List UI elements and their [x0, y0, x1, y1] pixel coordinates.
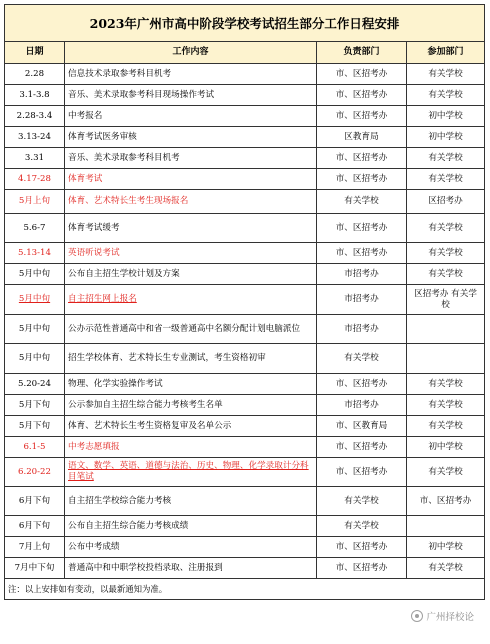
date-cell: 3.1-3.8 — [5, 85, 65, 106]
participants-cell — [407, 344, 485, 374]
dept-cell: 市、区招考办 — [317, 85, 407, 106]
header-participants: 参加部门 — [407, 42, 485, 64]
date-cell: 2.28-3.4 — [5, 106, 65, 127]
table-row — [5, 64, 485, 85]
table-row — [5, 395, 485, 416]
date-text: 5月中旬 — [18, 294, 51, 304]
table-row — [5, 558, 485, 579]
table-row — [5, 374, 485, 395]
date-cell: 3.31 — [5, 148, 65, 169]
dept-cell: 市、区招考办 — [317, 437, 407, 458]
dept-cell: 市、区教育局 — [317, 416, 407, 437]
date-cell: 5.6-7 — [5, 214, 65, 243]
participants-cell: 初中学校 — [407, 106, 485, 127]
participants-cell: 有关学校 — [407, 243, 485, 264]
content-cell: 音乐、美术录取参考科目现场操作考试 — [65, 85, 317, 106]
content-cell: 信息技术录取参考科目机考 — [65, 64, 317, 85]
schedule-table — [4, 4, 485, 600]
content-cell: 普通高中和中职学校投档录取、注册报到 — [65, 558, 317, 579]
content-cell: 体育、艺术特长生考生资格复审及名单公示 — [65, 416, 317, 437]
date-cell: 6.1-5 — [5, 437, 65, 458]
table-row — [5, 458, 485, 487]
content-cell: 音乐、美术录取参考科目机考 — [65, 148, 317, 169]
footnote: 注：以上安排如有变动，以最新通知为准。 — [5, 579, 485, 600]
table-row — [5, 106, 485, 127]
dept-cell: 有关学校 — [317, 516, 407, 537]
content-cell: 体育考试医务审核 — [65, 127, 317, 148]
content-cell: 英语听说考试 — [65, 243, 317, 264]
participants-cell: 有关学校 — [407, 458, 485, 487]
content-cell: 公办示范性普通高中和省一级普通高中名额分配计划电脑派位 — [65, 315, 317, 344]
date-cell: 5月中旬 — [5, 344, 65, 374]
participants-cell: 初中学校 — [407, 537, 485, 558]
table-row — [5, 285, 485, 315]
dept-cell: 有关学校 — [317, 487, 407, 516]
schedule-document — [4, 4, 484, 600]
content-cell: 公布中考成绩 — [65, 537, 317, 558]
date-cell: 5.20-24 — [5, 374, 65, 395]
participants-cell: 有关学校 — [407, 64, 485, 85]
date-cell: 5月上旬 — [5, 190, 65, 214]
participants-cell: 市、区招考办 — [407, 487, 485, 516]
dept-cell: 市、区招考办 — [317, 558, 407, 579]
dept-cell: 市、区招考办 — [317, 243, 407, 264]
participants-cell: 初中学校 — [407, 437, 485, 458]
dept-cell: 市、区招考办 — [317, 64, 407, 85]
dept-cell: 市、区招考办 — [317, 458, 407, 487]
date-cell: 6月下旬 — [5, 516, 65, 537]
table-row — [5, 416, 485, 437]
table-row — [5, 214, 485, 243]
dept-cell: 市招考办 — [317, 264, 407, 285]
dept-cell: 市招考办 — [317, 285, 407, 315]
participants-cell: 有关学校 — [407, 374, 485, 395]
participants-cell — [407, 315, 485, 344]
content-cell: 自主招生学校综合能力考核 — [65, 487, 317, 516]
table-row — [5, 169, 485, 190]
dept-cell: 有关学校 — [317, 344, 407, 374]
content-cell: 体育、艺术特长生考生现场报名 — [65, 190, 317, 214]
date-cell: 5月中旬 — [5, 264, 65, 285]
table-row — [5, 243, 485, 264]
date-cell — [5, 285, 65, 315]
watermark-text: 广州择校论 — [426, 612, 474, 623]
dept-cell: 市、区招考办 — [317, 214, 407, 243]
table-row — [5, 264, 485, 285]
date-cell: 6月下旬 — [5, 487, 65, 516]
content-cell — [65, 458, 317, 487]
content-cell: 招生学校体育、艺术特长生专业测试，考生资格初审 — [65, 344, 317, 374]
wechat-logo-icon — [411, 610, 423, 622]
dept-cell: 市、区招考办 — [317, 537, 407, 558]
date-cell: 4.17-28 — [5, 169, 65, 190]
dept-cell: 市招考办 — [317, 395, 407, 416]
content-text: 语文、数学、英语、道德与法治、历史、物理、化学录取计分科目笔试 — [68, 461, 309, 482]
content-cell — [65, 285, 317, 315]
date-cell: 7月中下旬 — [5, 558, 65, 579]
content-text: 自主招生网上报名 — [68, 294, 137, 304]
table-row — [5, 85, 485, 106]
participants-cell: 有关学校 — [407, 169, 485, 190]
participants-cell: 有关学校 — [407, 416, 485, 437]
content-cell: 体育考试 — [65, 169, 317, 190]
participants-cell: 有关学校 — [407, 558, 485, 579]
content-cell: 中考志愿填报 — [65, 437, 317, 458]
table-row — [5, 127, 485, 148]
content-cell: 物理、化学实验操作考试 — [65, 374, 317, 395]
table-row — [5, 487, 485, 516]
content-cell: 体育考试缓考 — [65, 214, 317, 243]
table-row — [5, 344, 485, 374]
header-dept: 负责部门 — [317, 42, 407, 64]
header-content: 工作内容 — [65, 42, 317, 64]
page-title: 2023年广州市高中阶段学校考试招生部分工作日程安排 — [5, 5, 485, 42]
participants-cell: 区招考办 — [407, 190, 485, 214]
watermark — [411, 609, 474, 623]
date-cell: 3.13-24 — [5, 127, 65, 148]
content-cell: 中考报名 — [65, 106, 317, 127]
dept-cell: 区教育局 — [317, 127, 407, 148]
participants-cell: 有关学校 — [407, 85, 485, 106]
date-cell: 6.20-22 — [5, 458, 65, 487]
date-cell: 5月中旬 — [5, 315, 65, 344]
header-date: 日期 — [5, 42, 65, 64]
table-row — [5, 537, 485, 558]
participants-cell: 区招考办 有关学校 — [407, 285, 485, 315]
date-cell: 5月下旬 — [5, 395, 65, 416]
participants-cell: 有关学校 — [407, 214, 485, 243]
content-cell: 公布自主招生学校计划及方案 — [65, 264, 317, 285]
dept-cell: 市招考办 — [317, 315, 407, 344]
dept-cell: 市、区招考办 — [317, 148, 407, 169]
dept-cell: 市、区招考办 — [317, 169, 407, 190]
content-cell: 公布自主招生综合能力考核成绩 — [65, 516, 317, 537]
participants-cell: 初中学校 — [407, 127, 485, 148]
table-header-row — [5, 42, 485, 64]
dept-cell: 市、区招考办 — [317, 106, 407, 127]
table-row — [5, 437, 485, 458]
table-row — [5, 315, 485, 344]
date-cell: 5月下旬 — [5, 416, 65, 437]
date-cell: 2.28 — [5, 64, 65, 85]
dept-cell: 市、区招考办 — [317, 374, 407, 395]
content-cell: 公示参加自主招生综合能力考核考生名单 — [65, 395, 317, 416]
table-row — [5, 190, 485, 214]
date-cell: 5.13-14 — [5, 243, 65, 264]
participants-cell: 有关学校 — [407, 395, 485, 416]
dept-cell: 有关学校 — [317, 190, 407, 214]
participants-cell — [407, 516, 485, 537]
date-cell: 7月上旬 — [5, 537, 65, 558]
participants-cell: 有关学校 — [407, 148, 485, 169]
participants-cell: 有关学校 — [407, 264, 485, 285]
table-row — [5, 516, 485, 537]
table-row — [5, 148, 485, 169]
